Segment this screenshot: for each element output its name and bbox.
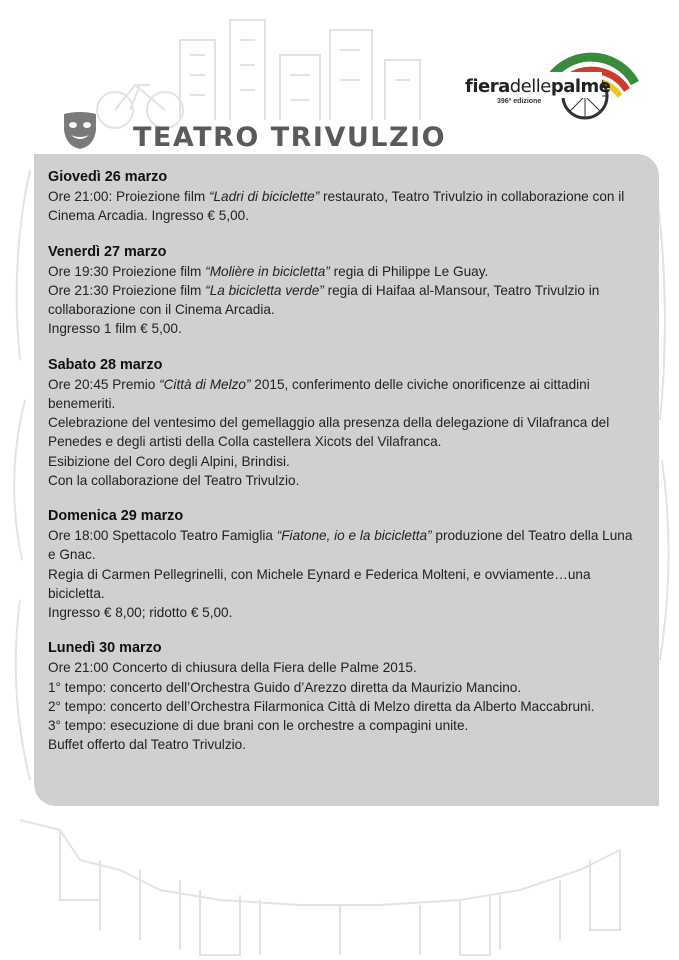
event-text: Esibizione del Coro degli Alpini, Brindisi.: [48, 453, 290, 469]
logo-word-palme: palme: [550, 76, 611, 97]
event-text: 2015, conferimento delle civiche onorificenze ai cittadini benemeriti.: [48, 376, 590, 412]
event-line: [48, 187, 633, 225]
schedule-day: [48, 639, 633, 754]
event-text: produzione del Teatro della Luna e Gnac.: [48, 528, 633, 563]
schedule-day: [48, 356, 633, 490]
event-title: “Città di Melzo”: [159, 376, 251, 392]
event-line: [48, 452, 633, 471]
event-line: [48, 281, 633, 319]
event-text: Ingresso 1 film € 5,00.: [48, 321, 182, 337]
event-text: Ore 20:45 Premio: [48, 376, 160, 392]
event-line: [48, 262, 633, 281]
event-line: [48, 678, 633, 697]
event-title: “Molière in bicicletta”: [205, 263, 330, 279]
schedule-day: [48, 243, 633, 339]
theatre-mask-icon: [58, 108, 102, 152]
event-line: [48, 413, 633, 451]
event-line: [48, 526, 633, 564]
event-line: [48, 735, 633, 754]
event-text: restaurato, Teatro Trivulzio in collaborazione con il Cinema Arcadia. Ingresso € 5,00.: [48, 189, 625, 224]
event-title: “Ladri di biciclette”: [208, 189, 320, 205]
logo-edition: 396ª edizione: [497, 98, 542, 105]
event-text: 2° tempo: concerto dell’Orchestra Filarmonica Città di Melzo diretta da Alberto Maccabruni.: [48, 698, 595, 714]
schedule-day: [48, 168, 633, 226]
event-line: [48, 603, 633, 622]
event-text: 1° tempo: concerto dell’Orchestra Guido d’Arezzo diretta da Maurizio Mancino.: [48, 679, 522, 695]
event-text: regia di Philippe Le Guay.: [329, 263, 489, 279]
event-text: Buffet offerto dal Teatro Trivulzio.: [48, 737, 246, 753]
event-text: Ore 21:00: Proiezione film: [48, 189, 209, 205]
logo-word-delle: delle: [509, 76, 551, 97]
event-line: [48, 375, 633, 413]
event-text: regia di Haifaa al-Mansour, Teatro Trivulzio in collaborazione con il Cinema Arcadia.: [48, 283, 600, 318]
event-text: Regia di Carmen Pellegrinelli, con Michele Eynard e Federica Molteni, e ovviamente…una bicicletta.: [48, 566, 591, 601]
day-heading: Giovedì 26 marzo: [48, 169, 168, 185]
day-heading: Sabato 28 marzo: [48, 356, 163, 373]
event-title: “La bicicletta verde”: [205, 283, 324, 299]
logo-word-fiera: fiera: [465, 76, 510, 97]
event-text: Celebrazione del ventesimo del gemellaggio alla presenza della delegazione di Vilafranca del Penedes e degli artisti della Colla castellera Xicots del Vilafranca.: [48, 415, 610, 450]
day-heading: Venerdì 27 marzo: [48, 243, 167, 260]
schedule-day: [48, 507, 633, 622]
day-heading: Lunedì 30 marzo: [48, 640, 162, 657]
schedule-content: [48, 168, 633, 771]
event-title: “Fiatone, io e la bicicletta”: [276, 528, 432, 544]
event-line: [48, 319, 633, 338]
event-text: Con la collaborazione del Teatro Trivulzio.: [48, 472, 300, 488]
event-line: [48, 471, 633, 490]
event-text: Ore 21:30 Proiezione film: [48, 283, 206, 299]
event-line: [48, 716, 633, 735]
logo-wordmark: [465, 76, 610, 97]
event-line: [48, 565, 633, 603]
event-line: [48, 658, 633, 677]
day-heading: Domenica 29 marzo: [48, 508, 184, 525]
event-text: 3° tempo: esecuzione di due brani con le orchestre a compagini unite.: [48, 718, 469, 734]
event-text: Ore 21:00 Concerto di chiusura della Fiera delle Palme 2015.: [48, 660, 417, 676]
event-text: Ore 18:00 Spettacolo Teatro Famiglia: [48, 528, 277, 544]
event-text: Ingresso € 8,00; ridotto € 5,00.: [48, 605, 233, 621]
page-title: TEATRO TRIVULZIO: [133, 122, 447, 153]
event-line: [48, 697, 633, 716]
event-text: Ore 19:30 Proiezione film: [48, 263, 206, 279]
